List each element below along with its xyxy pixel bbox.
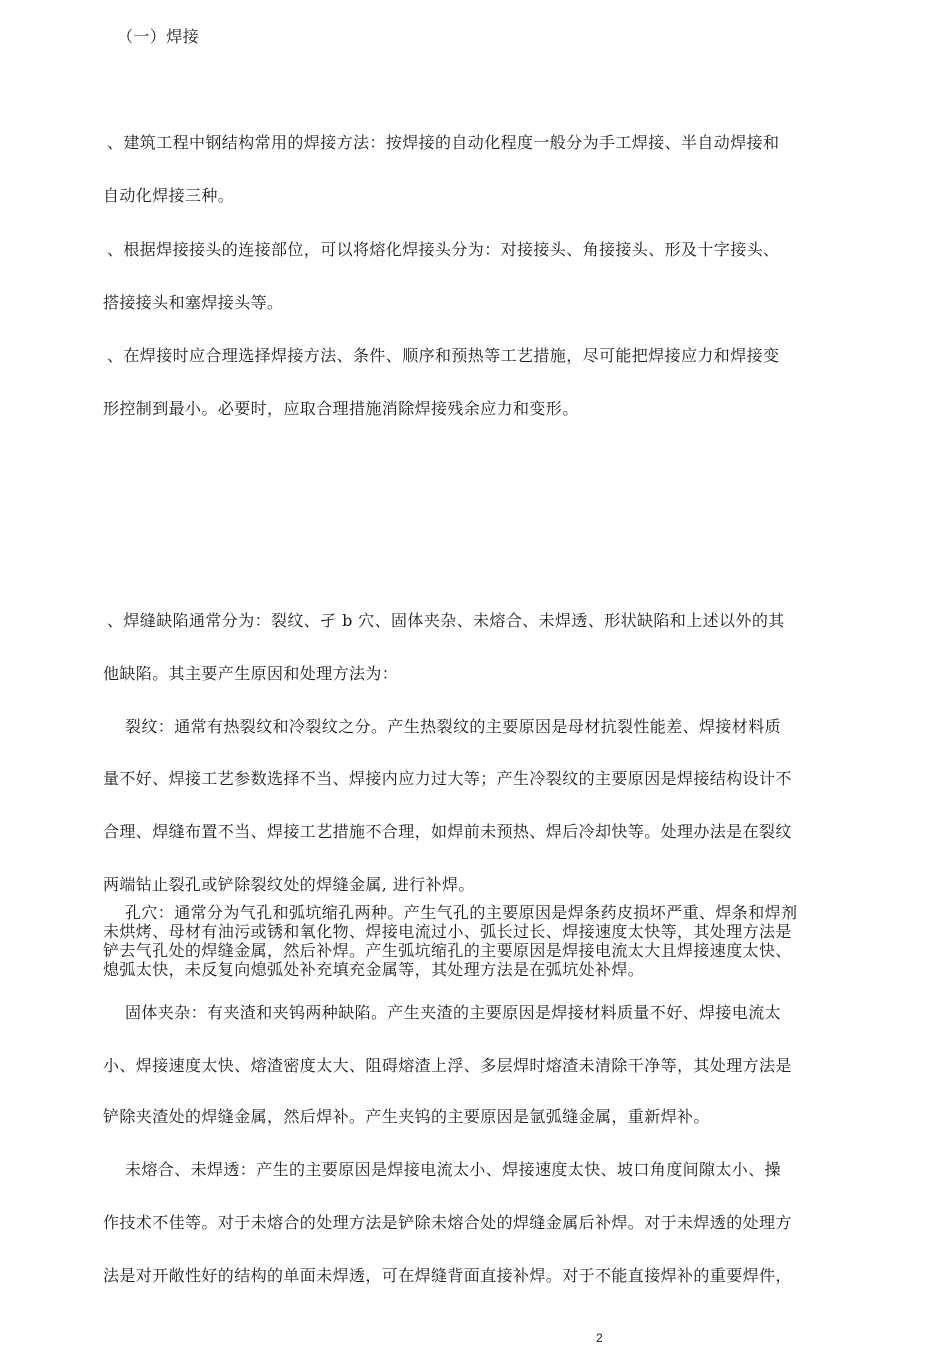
hole-paragraph-line-1: 孔穴：通常分为气孔和弧坑缩孔两种。产生气孔的主要原因是焊条药皮损坏严重、焊条和焊剂 — [125, 903, 798, 922]
paragraph-4-line-1: 、焊缝缺陷通常分为：裂纹、孑 b 穴、固体夹杂、未熔合、未焊透、形状缺陷和上述以外的其 — [107, 611, 785, 630]
paragraph-1-line-2: 自动化焊接三种。 — [103, 186, 235, 205]
paragraph-2-line-2: 搭接接头和塞焊接头等。 — [103, 293, 284, 312]
crack-paragraph-line-1: 裂纹：通常有热裂纹和冷裂纹之分。产生热裂纹的主要原因是母材抗裂性能差、焊接材料质 — [125, 717, 782, 736]
crack-paragraph-line-3: 合理、焊缝布置不当、焊接工艺措施不合理，如焊前未预热、焊后冷却快等。处理办法是在裂纹 — [103, 822, 792, 841]
page-number: 2 — [596, 1331, 603, 1345]
inclusion-paragraph-line-3: 铲除夹渣处的焊缝金属，然后焊补。产生夹钨的主要原因是氩弧缝金属，重新焊补。 — [103, 1107, 710, 1126]
hole-paragraph — [103, 903, 823, 979]
hole-paragraph-line-3: 铲去气孔处的焊缝金属，然后补焊。产生弧坑缩孔的主要原因是焊接电流太大且焊接速度太快、 — [103, 941, 792, 960]
paragraph-3-line-2: 形控制到最小。必要时，应取合理措施消除焊接残余应力和变形。 — [103, 399, 579, 418]
inclusion-paragraph-line-2: 小、焊接速度太快、熔渣密度太大、阻碍熔渣上浮、多层焊时熔渣未清除干净等，其处理方法是 — [103, 1056, 792, 1075]
paragraph-3-line-1: 、在焊接时应合理选择焊接方法、条件、顺序和预热等工艺措施，尽可能把焊接应力和焊接变 — [107, 346, 780, 365]
fusion-paragraph-line-1: 未熔合、未焊透：产生的主要原因是焊接电流太小、焊接速度太快、坡口角度间隙太小、操 — [125, 1160, 782, 1179]
paragraph-1-line-1: 、建筑工程中钢结构常用的焊接方法：按焊接的自动化程度一般分为手工焊接、半自动焊接和 — [107, 133, 780, 152]
hole-paragraph-line-2: 未烘烤、母材有油污或锈和氧化物、焊接电流过小、弧长过长、焊接速度太快等，其处理方法是 — [103, 922, 792, 941]
paragraph-2-line-1: 、根据焊接接头的连接部位，可以将熔化焊接头分为：对接接头、角接接头、形及十字接头、 — [107, 240, 780, 259]
section-heading: （一）焊接 — [117, 27, 200, 46]
crack-paragraph-line-4: 两端钻止裂孔或铲除裂纹处的焊缝金属, 进行补焊。 — [103, 875, 475, 894]
inclusion-paragraph-line-1: 固体夹杂：有夹渣和夹钨两种缺陷。产生夹渣的主要原因是焊接材料质量不好、焊接电流太 — [125, 1003, 782, 1022]
fusion-paragraph-line-2: 作技术不佳等。对于未熔合的处理方法是铲除未熔合处的焊缝金属后补焊。对于未焊透的处理方 — [103, 1213, 792, 1232]
fusion-paragraph-line-3: 法是对开敞性好的结构的单面未焊透，可在焊缝背面直接补焊。对于不能直接焊补的重要焊件， — [103, 1266, 792, 1285]
crack-paragraph-line-2: 量不好、焊接工艺参数选择不当、焊接内应力过大等；产生冷裂纹的主要原因是焊接结构设计不 — [103, 769, 792, 788]
paragraph-4-line-2: 他缺陷。其主要产生原因和处理方法为： — [103, 664, 399, 683]
hole-paragraph-line-4: 熄弧太快，未反复向熄弧处补充填充金属等，其处理方法是在弧坑处补焊。 — [103, 960, 645, 979]
